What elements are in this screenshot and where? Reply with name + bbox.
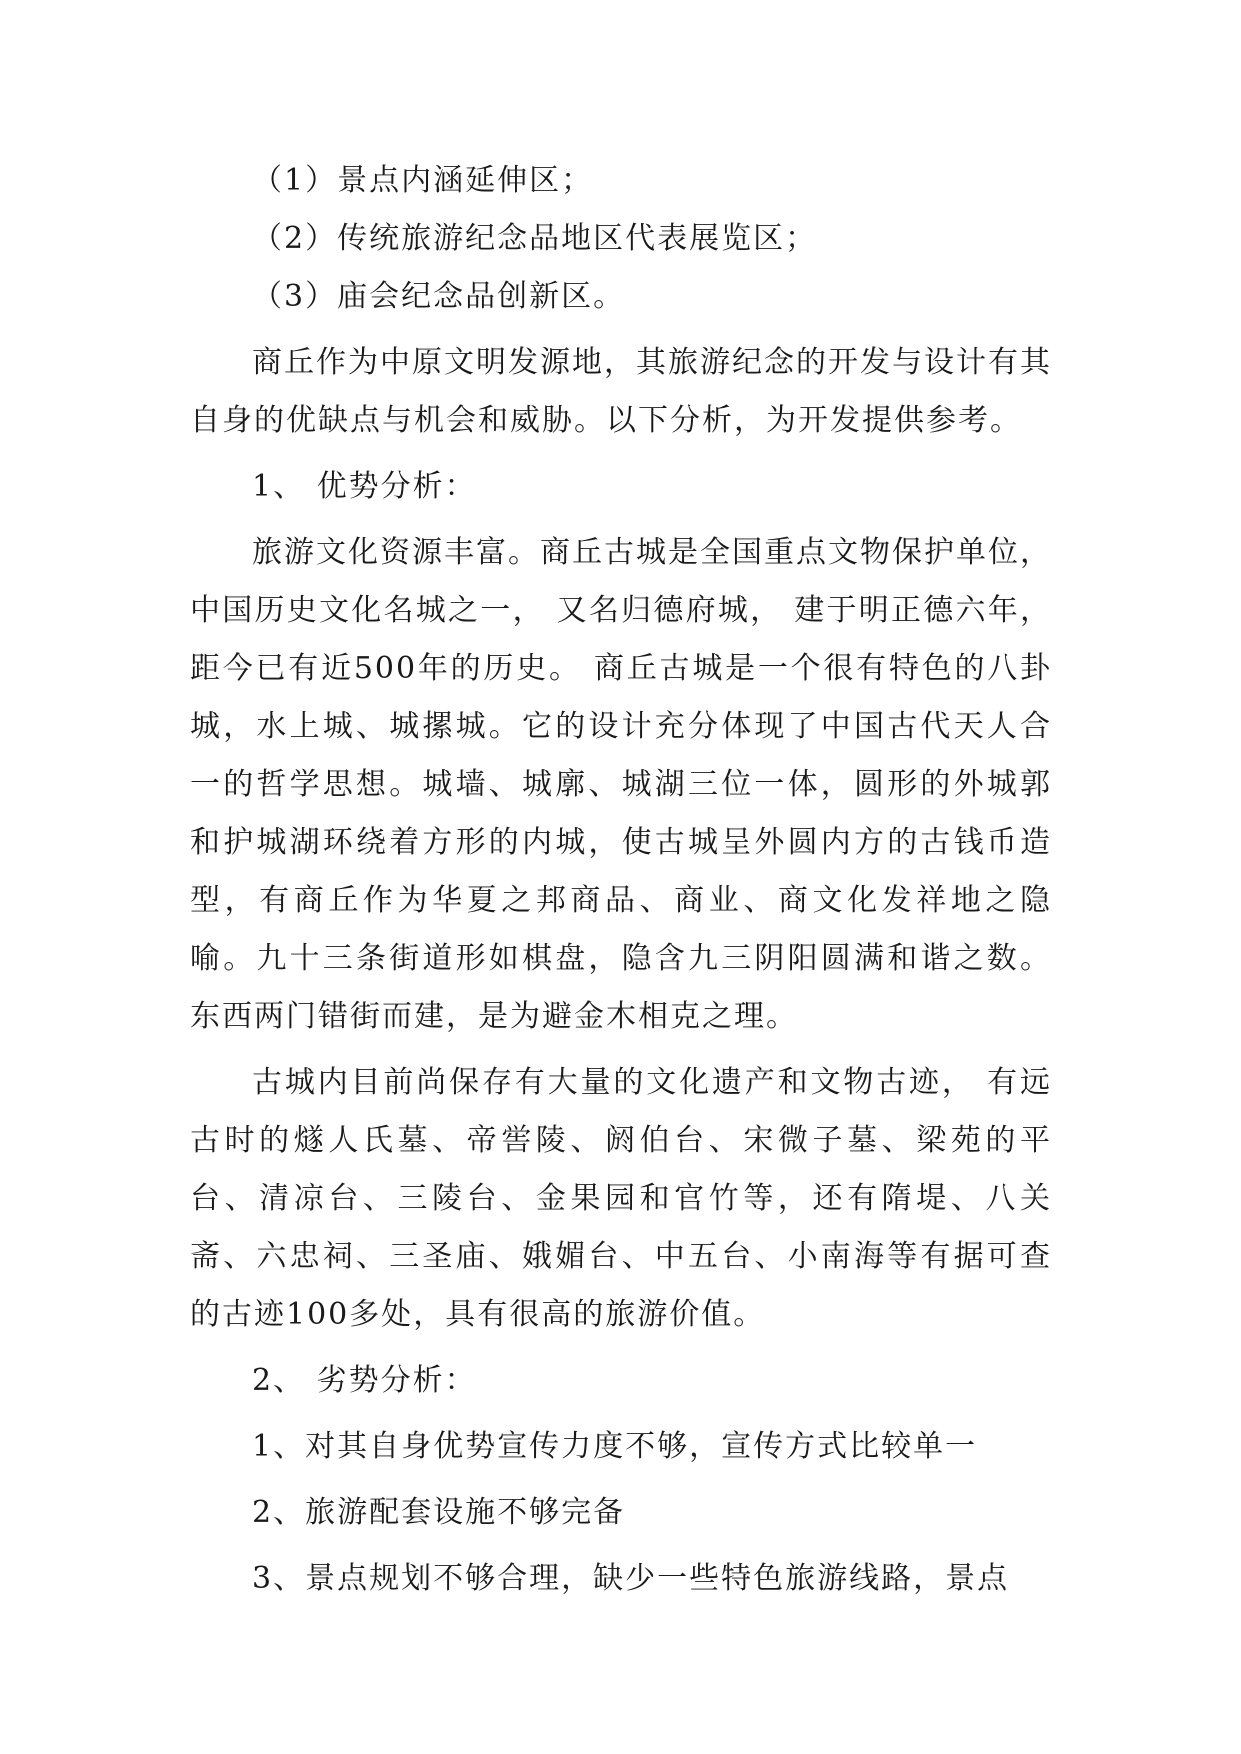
list-item-scenic-extension-zone: （1）景点内涵延伸区； [252, 163, 594, 198]
paragraph-intro: 商丘作为中原文明发源地，其旅游纪念的开发与设计有其自身的优缺点与机会和威胁。以下分析，为开发提供参考。 [190, 345, 1052, 438]
paragraph-heritage-sites: 古城内目前尚保存有大量的文化遗产和文物古迹， 有远古时的燧人氏墓、帝喾陵、阏伯台、宋微子墓、梁苑的平台、清凉台、三陵台、金果园和官竹等，还有隋堤、八关斋、六忠祠、三圣庙、娥媚台、中五台、小南海等有据可查的古迹100多处，具有很高的旅游价值。 [190, 1065, 1052, 1332]
document-body [190, 152, 1052, 1608]
list-item-weakness-2: 2、旅游配套设施不够完备 [252, 1495, 626, 1530]
section-heading-strengths: 1、 优势分析： [252, 469, 477, 504]
list-item-weakness-3: 3、景点规划不够合理，缺少一些特色旅游线路，景点 [252, 1561, 1010, 1596]
list-item-souvenir-exhibition-zone: （2）传统旅游纪念品地区代表展览区； [252, 221, 818, 256]
list-item-weakness-1: 1、对其自身优势宣传力度不够，宣传方式比较单一 [252, 1429, 978, 1464]
list-item-temple-fair-innovation-zone: （3）庙会纪念品创新区。 [252, 279, 626, 314]
paragraph-cultural-resources: 旅游文化资源丰富。商丘古城是全国重点文物保护单位，中国历史文化名城之一， 又名归德府城， 建于明正德六年，距今已有近500年的历史。 商丘古城是一个很有特色的八卦城，水上城、城摞城。它的设计充分体现了中国古代天人合一的哲学思想。城墙、城廓、城湖三位一体，圆形的外城郭和护城湖环绕着方形的内城，使古城呈外圆内方的古钱币造型，有商丘作为华夏之邦商品、商业、商文化发祥地之隐喻。九十三条街道形如棋盘，隐含九三阴阳圆满和谐之数。东西两门错街而建，是为避金木相克之理。 [190, 535, 1052, 1034]
section-heading-weaknesses: 2、 劣势分析： [252, 1363, 477, 1398]
